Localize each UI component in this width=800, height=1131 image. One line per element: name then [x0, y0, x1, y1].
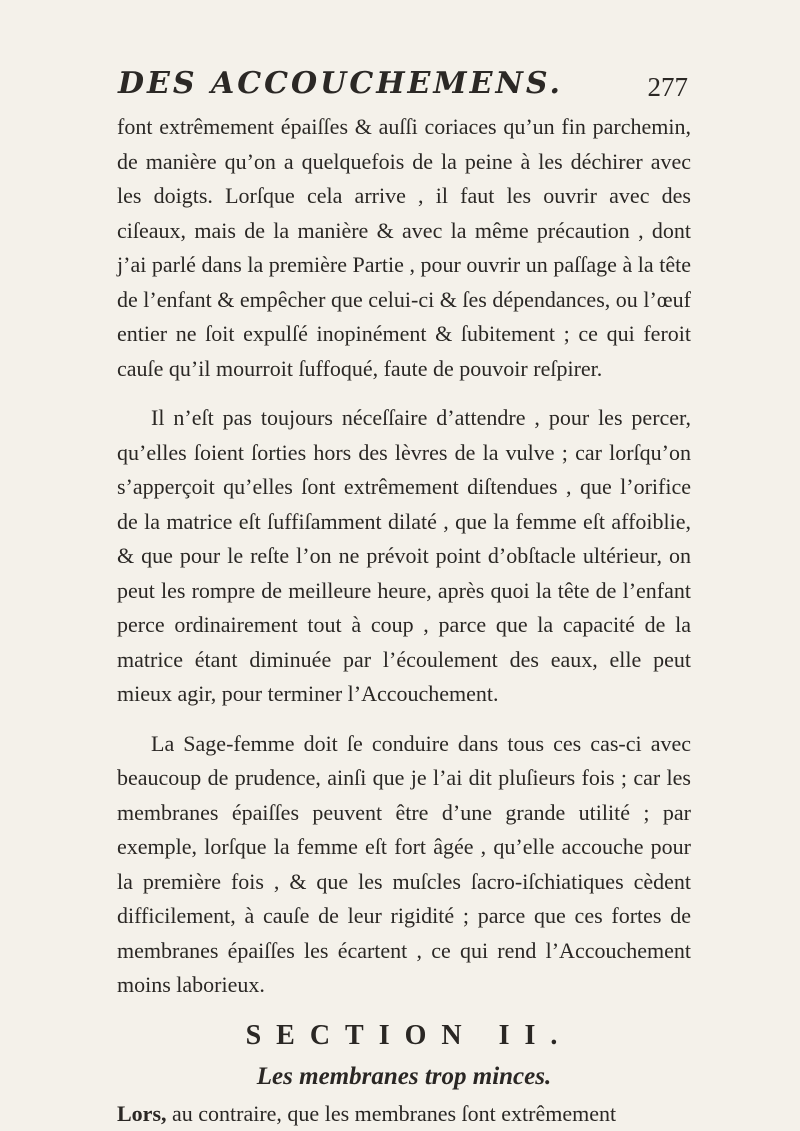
- section-heading: SECTION II.: [245, 1019, 573, 1051]
- opening-line-rest: au contraire, que les membranes ſont extrêmement: [166, 1100, 617, 1126]
- section-opening-line: [117, 1097, 691, 1131]
- running-head: [118, 66, 688, 106]
- section-subtitle: Les membranes trop minces.: [256, 1062, 552, 1090]
- paragraph-piercing-membranes: Il n’eſt pas toujours néceſſaire d’attendre , pour les percer, qu’elles ſoient ſorties hors des lèvres de la vulve ; car lorſqu’on s’apperçoit qu’elles ſont extrêmement diſtendues , que l’orifice de la matrice eſt ſuffiſamment dilaté , que la femme eſt affoiblie, & que pour le reſte l’on ne prévoit point d’obſtacle ultérieur, on peut les rompre de meilleure heure, après quoi la tête de l’enfant perce ordinairement tout à coup , parce que la capacité de la matrice étant diminuée par l’écoulement des eaux, elle peut mieux agir, pour terminer l’Accouchement.: [117, 405, 691, 706]
- body-text: [117, 110, 691, 1131]
- running-title: DES ACCOUCHEMENS.: [118, 66, 563, 101]
- opening-word: Lors,: [117, 1100, 167, 1126]
- paragraph-sage-femme: La Sage-femme doit ſe conduire dans tous ces cas-ci avec beaucoup de prudence, ainſi que je l’ai dit pluſieurs fois ; car les membranes épaiſſes peuvent être d’une grande utilité ; par exemple, lorſque la femme eſt fort âgée , qu’elle accouche pour la première fois , & que les muſcles ſacro-iſchiatiques cèdent difficilement, à cauſe de leur rigidité ; parce que ces fortes de membranes épaiſſes les écartent , ce qui rend l’Accouchement moins laborieux.: [117, 730, 691, 997]
- page-number: 277: [647, 72, 688, 102]
- paragraph-continuation: font extrêmement épaiſſes & auſſi coriaces qu’un fin parchemin, de manière qu’on a quelquefois de la peine à les déchirer avec les doigts. Lorſque cela arrive , il faut les ouvrir avec des ciſeaux, mais de la manière & avec la même précaution , dont j’ai parlé dans la première Partie , pour ouvrir un paſſage à la tête de l’enfant & empêcher que celui-ci & ſes dépendances, ou l’œuf entier ne ſoit expulſé inopinément & ſubitement ; ce qui feroit cauſe qu’il mourroit ſuffoqué, faute de pouvoir reſpirer.: [117, 114, 691, 381]
